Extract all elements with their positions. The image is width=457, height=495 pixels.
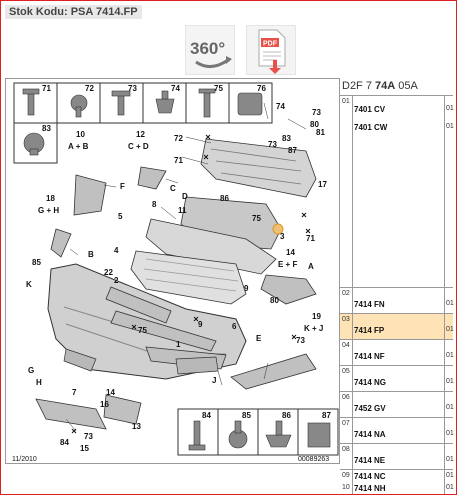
view-360-label: 360° bbox=[190, 39, 226, 58]
callout-1: 1 bbox=[176, 340, 181, 349]
variant-row-07[interactable] bbox=[340, 418, 453, 444]
row-tail: 01 bbox=[446, 300, 454, 307]
callout-22: 22 bbox=[104, 268, 113, 277]
row-code: 7414 NF bbox=[354, 352, 385, 361]
callout-7: 7 bbox=[72, 388, 77, 397]
variant-row-01[interactable] bbox=[340, 96, 453, 288]
callout-81: 81 bbox=[316, 128, 325, 137]
callout-14-b: 14 bbox=[106, 388, 115, 397]
callout-75: 75 bbox=[214, 84, 223, 93]
panel-divider bbox=[352, 96, 353, 494]
callout-15: 15 bbox=[80, 444, 89, 453]
bottom-box-85: 85 bbox=[242, 411, 251, 420]
row-index: 01 bbox=[342, 98, 350, 105]
callout-3: 3 bbox=[280, 232, 285, 241]
callout-5: 5 bbox=[118, 212, 123, 221]
group-18-sub: G + H bbox=[38, 206, 60, 215]
callout-A: A bbox=[308, 262, 314, 271]
variant-row-03-selected[interactable] bbox=[340, 314, 453, 340]
row-tail: 01 bbox=[446, 404, 454, 411]
callout-73-e: 73 bbox=[84, 432, 93, 441]
row-code: 7414 NC bbox=[354, 472, 386, 481]
callout-75-b: 75 bbox=[252, 214, 261, 223]
group-12-sub: C + D bbox=[128, 142, 149, 151]
impact-beam bbox=[201, 139, 316, 197]
callout-2: 2 bbox=[114, 276, 119, 285]
callout-71: 71 bbox=[42, 84, 51, 93]
variant-row-06[interactable] bbox=[340, 392, 453, 418]
group-14-sub: E + F bbox=[278, 260, 298, 269]
callout-B: B bbox=[88, 250, 94, 259]
callout-87: 87 bbox=[288, 146, 297, 155]
callout-9-b: 9 bbox=[198, 320, 203, 329]
panel-header-prefix: D2F 7 bbox=[342, 80, 376, 92]
rotate-360-icon bbox=[186, 26, 236, 76]
callout-9-a: 9 bbox=[244, 284, 249, 293]
row-code: 7414 FP bbox=[354, 326, 385, 335]
row-index: 08 bbox=[342, 446, 350, 453]
panel-divider bbox=[444, 96, 445, 494]
callout-D: D bbox=[182, 192, 188, 201]
callout-76: 76 bbox=[257, 84, 266, 93]
row-code: 7414 NA bbox=[354, 430, 386, 439]
group-10-sub: A + B bbox=[68, 142, 89, 151]
row-index: 10 bbox=[342, 484, 350, 491]
row-code: 7401 CV bbox=[354, 105, 386, 114]
callout-G: G bbox=[28, 366, 35, 375]
panel-header-bold: 74A bbox=[375, 80, 396, 92]
diagram-date: 11/2010 bbox=[12, 456, 37, 463]
variant-row-02[interactable] bbox=[340, 288, 453, 314]
callout-73-d: 73 bbox=[296, 336, 305, 345]
group-19-sub: K + J bbox=[304, 324, 324, 333]
view-360-button[interactable] bbox=[185, 25, 235, 75]
stock-code-label: Stok Kodu: PSA 7414.FP bbox=[5, 5, 142, 19]
row-tail: 01 bbox=[446, 484, 454, 491]
row-code: 7414 FN bbox=[354, 300, 385, 309]
callout-H: H bbox=[36, 378, 42, 387]
variant-panel bbox=[340, 78, 453, 494]
row-code: 7414 NH bbox=[354, 484, 386, 493]
parts-diagram bbox=[5, 78, 340, 464]
callout-11: 11 bbox=[178, 206, 187, 215]
variant-row-08[interactable] bbox=[340, 444, 453, 470]
diagram-ref: 00089263 bbox=[298, 456, 330, 463]
callout-83-b: 83 bbox=[282, 134, 291, 143]
callout-80-a: 80 bbox=[310, 120, 319, 129]
variant-row-10[interactable] bbox=[340, 482, 453, 494]
row-index: 03 bbox=[342, 316, 350, 323]
row-code: 7452 GV bbox=[354, 404, 386, 413]
panel-header-suffix: 05A bbox=[395, 80, 418, 92]
callout-72: 72 bbox=[85, 84, 94, 93]
row-tail: 01 bbox=[446, 105, 454, 112]
callout-85: 85 bbox=[32, 258, 41, 267]
callout-74-b: 74 bbox=[276, 102, 285, 111]
callout-13: 13 bbox=[132, 422, 141, 431]
row-tail: 01 bbox=[446, 378, 454, 385]
row-tail: 01 bbox=[446, 456, 454, 463]
variant-row-05[interactable] bbox=[340, 366, 453, 392]
callout-80-b: 80 bbox=[270, 296, 279, 305]
callout-72-a: 72 bbox=[174, 134, 183, 143]
row-code: 7414 NE bbox=[354, 456, 386, 465]
row-index: 09 bbox=[342, 472, 350, 479]
callout-F: F bbox=[120, 182, 125, 191]
panel-header bbox=[340, 78, 453, 96]
callout-73: 73 bbox=[128, 84, 137, 93]
callout-4: 4 bbox=[114, 246, 119, 255]
group-18: 18 bbox=[46, 194, 55, 203]
callout-K: K bbox=[26, 280, 32, 289]
pdf-download-button[interactable] bbox=[246, 25, 296, 75]
bottom-box-87: 87 bbox=[322, 411, 331, 420]
callout-C: C bbox=[170, 184, 176, 193]
callout-86: 86 bbox=[220, 194, 229, 203]
group-14: 14 bbox=[286, 248, 295, 257]
row-index: 02 bbox=[342, 290, 350, 297]
callout-J: J bbox=[212, 376, 217, 385]
row-code: 7414 NG bbox=[354, 378, 387, 387]
group-10: 10 bbox=[76, 130, 85, 139]
callout-73-b: 73 bbox=[312, 108, 321, 117]
pdf-download-icon bbox=[247, 26, 297, 76]
callout-6: 6 bbox=[232, 322, 237, 331]
row-index: 05 bbox=[342, 368, 350, 375]
group-12: 12 bbox=[136, 130, 145, 139]
group-19: 19 bbox=[312, 312, 321, 321]
bottom-box-86: 86 bbox=[282, 411, 291, 420]
callout-17: 17 bbox=[318, 180, 327, 189]
callout-71-a: 71 bbox=[174, 156, 183, 165]
variant-row-09[interactable] bbox=[340, 470, 453, 482]
callout-71-b: 71 bbox=[306, 234, 315, 243]
callout-73-c: 73 bbox=[268, 140, 277, 149]
bottom-box-84: 84 bbox=[202, 411, 211, 420]
row-index: 07 bbox=[342, 420, 350, 427]
row-tail: 01 bbox=[446, 326, 454, 333]
row-tail: 01 bbox=[446, 352, 454, 359]
row-code: 7401 CW bbox=[354, 123, 388, 132]
callout-8: 8 bbox=[152, 200, 157, 209]
row-index: 06 bbox=[342, 394, 350, 401]
callout-E: E bbox=[256, 334, 262, 343]
callout-83-box: 83 bbox=[42, 124, 51, 133]
bumper-exploded-view bbox=[6, 79, 341, 465]
pdf-label: PDF bbox=[263, 40, 277, 48]
row-tail: 01 bbox=[446, 472, 454, 479]
callout-84-b: 84 bbox=[60, 438, 69, 447]
row-index: 04 bbox=[342, 342, 350, 349]
row-tail: 01 bbox=[446, 430, 454, 437]
callout-75-c: 75 bbox=[138, 326, 147, 335]
variant-row-04[interactable] bbox=[340, 340, 453, 366]
callout-74: 74 bbox=[171, 84, 180, 93]
callout-16: 16 bbox=[100, 400, 109, 409]
row-tail: 01 bbox=[446, 123, 454, 130]
